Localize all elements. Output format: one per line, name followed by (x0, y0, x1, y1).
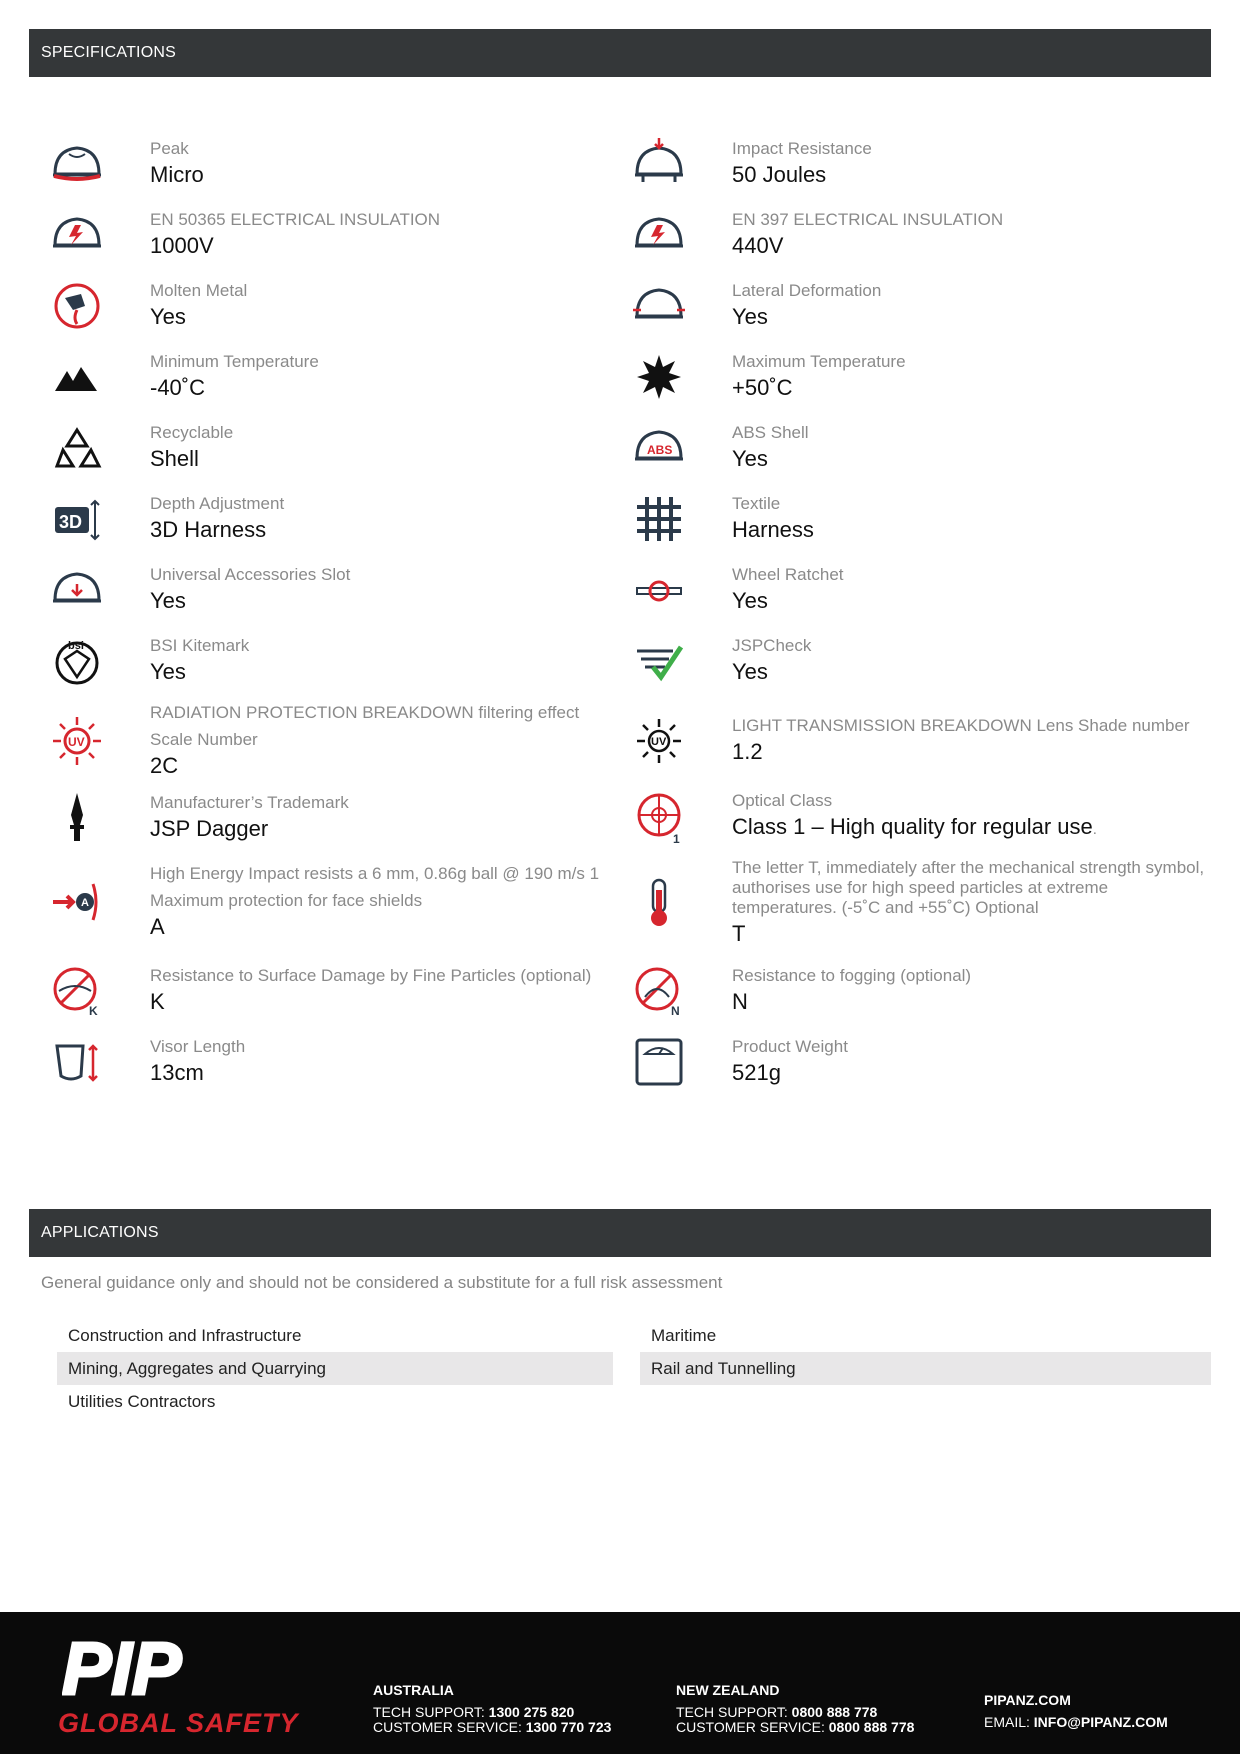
au-tech-label: TECH SUPPORT: (373, 1704, 485, 1720)
au-tech-phone[interactable]: 1300 275 820 (488, 1704, 575, 1720)
visor-length-icon (51, 1036, 103, 1088)
spec-label-line: Visor Length (150, 1037, 246, 1056)
spec-label-line-2: Scale Number (150, 729, 258, 749)
spec-row (622, 1026, 1212, 1097)
spec-value-text: 521g (732, 1060, 781, 1085)
svg-text:A: A (81, 897, 89, 909)
spec-label (150, 703, 579, 750)
spec-value-text: -40˚C (150, 375, 206, 400)
spec-label-line: Depth Adjustment (150, 494, 285, 513)
spec-label (150, 793, 349, 813)
mountains-icon (51, 351, 103, 403)
spec-label (150, 1037, 245, 1057)
spec-value-text: 2C (150, 752, 179, 778)
spec-value-text: 1000V (150, 233, 214, 258)
spec-value (150, 658, 249, 685)
spec-label-line: Recyclable (150, 423, 234, 442)
application-item: Utilities Contractors (68, 1392, 216, 1411)
application-item: Rail and Tunnelling (640, 1352, 1211, 1385)
spec-text (732, 352, 906, 401)
spec-text (150, 139, 204, 188)
application-item: Maritime (651, 1326, 717, 1345)
svg-text:1: 1 (673, 832, 680, 846)
spec-value (150, 752, 579, 779)
spec-value (732, 374, 906, 401)
spec-value (150, 374, 319, 401)
spec-label-line: EN 397 ELECTRICAL INSULATION (732, 210, 1004, 229)
high-energy-impact-icon (51, 876, 103, 928)
spec-text (150, 423, 233, 472)
anti-fog-icon (633, 965, 685, 1017)
spec-label-line: LIGHT TRANSMISSION BREAKDOWN Lens Shade number (732, 716, 1190, 735)
spec-row (40, 1026, 630, 1097)
spec-label (150, 352, 319, 372)
footer-new-zealand (676, 1683, 914, 1735)
spec-row (622, 554, 1212, 625)
spec-value (150, 232, 440, 259)
spec-value (150, 913, 599, 940)
spec-value-text: T (732, 920, 746, 946)
spec-row (622, 955, 1212, 1026)
spec-label (732, 565, 844, 585)
impact-resistance-icon (633, 138, 685, 190)
nz-cs-phone[interactable]: 0800 888 778 (828, 1719, 915, 1735)
spec-label (150, 966, 591, 986)
recycle-icon (51, 422, 103, 474)
spec-label (732, 716, 1190, 736)
spec-row (40, 785, 630, 849)
abs-shell-icon (633, 422, 685, 474)
spec-label (732, 352, 906, 372)
email-label: EMAIL: (984, 1714, 1030, 1730)
spec-row (40, 199, 630, 270)
spec-row (40, 696, 630, 785)
spec-row (40, 955, 630, 1026)
spec-label (732, 139, 872, 159)
spec-label (732, 281, 881, 301)
spec-row (622, 696, 1212, 785)
au-cs-phone[interactable]: 1300 770 723 (525, 1719, 612, 1735)
applications-note: General guidance only and should not be considered a substitute for a full risk assessment (41, 1273, 723, 1292)
scale-icon (633, 1036, 685, 1088)
nz-cs-label: CUSTOMER SERVICE: (676, 1719, 825, 1735)
spec-text (732, 716, 1190, 765)
helmet-peak-icon (51, 138, 103, 190)
spec-value-text: K (150, 989, 165, 1014)
spec-label (150, 636, 249, 656)
spec-value (732, 988, 971, 1015)
spec-text (150, 210, 440, 259)
spec-text (150, 494, 284, 543)
spec-text (150, 703, 579, 779)
spec-value (732, 920, 1212, 947)
spec-label (150, 139, 204, 159)
australia-heading: AUSTRALIA (373, 1682, 454, 1698)
website-link[interactable]: PIPANZ.COM (984, 1692, 1071, 1708)
spec-label-line: Optical Class (732, 791, 833, 810)
spec-value (732, 303, 881, 330)
spec-value (732, 445, 809, 472)
spec-text (732, 210, 1003, 259)
spec-value-text: Yes (150, 659, 186, 684)
spec-value-text: Harness (732, 517, 814, 542)
spec-label (732, 966, 971, 986)
spec-value-text: +50˚C (732, 375, 793, 400)
svg-text:UV: UV (651, 735, 667, 748)
spec-value (732, 738, 1190, 765)
spec-value (150, 445, 233, 472)
application-item: Mining, Aggregates and Quarrying (57, 1352, 613, 1385)
spec-row (40, 849, 630, 955)
spec-label (150, 210, 440, 230)
spec-row (40, 270, 630, 341)
surface-damage-icon (51, 965, 103, 1017)
footer-contact (984, 1693, 1168, 1730)
textile-grid-icon (633, 493, 685, 545)
spec-value (732, 813, 1097, 843)
spec-text (150, 636, 249, 685)
jspcheck-icon (633, 635, 685, 687)
spec-row (40, 341, 630, 412)
spec-value-text: 3D Harness (150, 517, 267, 542)
spec-value-text: 440V (732, 233, 784, 258)
spec-label (732, 791, 1097, 811)
lateral-deformation-icon (633, 280, 685, 332)
spec-label-line: Universal Accessories Slot (150, 565, 351, 584)
spec-value (732, 516, 814, 543)
spec-text (732, 966, 971, 1015)
pip-logo-text: PIP (62, 1638, 182, 1700)
spec-value-text: N (732, 989, 748, 1014)
spec-value (732, 232, 1003, 259)
spec-label-line: High Energy Impact resists a 6 mm, 0.86g ball @ 190 m/s 1 (150, 864, 600, 883)
spec-row (40, 483, 630, 554)
spec-label (150, 281, 247, 301)
svg-text:bsi: bsi (68, 639, 84, 652)
spec-label-line: JSPCheck (732, 636, 812, 655)
spec-row (622, 625, 1212, 696)
spec-text (732, 858, 1212, 947)
dagger-icon (51, 791, 103, 843)
bsi-kitemark-icon (51, 635, 103, 687)
thermometer-icon (633, 876, 685, 928)
spec-label-line: Maximum Temperature (732, 352, 906, 371)
spec-row (622, 199, 1212, 270)
spec-value (150, 161, 204, 188)
spec-label-line: Manufacturer’s Trademark (150, 792, 349, 812)
spec-text (150, 565, 350, 614)
spec-row (40, 554, 630, 625)
spec-label-line: RADIATION PROTECTION BREAKDOWN filtering effect (150, 702, 580, 722)
spec-row (622, 270, 1212, 341)
spec-text (732, 139, 872, 188)
sun-icon (633, 351, 685, 403)
spec-label-line: Resistance to Surface Damage by Fine Particles (optional) (150, 966, 592, 985)
spec-value-text: A (150, 914, 165, 939)
specifications-header: SPECIFICATIONS (29, 29, 1211, 77)
spec-text (732, 791, 1097, 843)
spec-text (732, 494, 814, 543)
spec-label-line: Textile (732, 494, 781, 513)
spec-label-line: Molten Metal (150, 281, 248, 300)
electrical-insulation-icon (51, 209, 103, 261)
applications-right-list (640, 1319, 1211, 1385)
spec-label-line: Peak (150, 139, 189, 158)
spec-value (150, 815, 349, 842)
svg-text:N: N (671, 1003, 680, 1018)
spec-label (150, 423, 233, 443)
spec-text (150, 1037, 245, 1086)
spec-label (732, 858, 1212, 918)
footer (0, 1612, 1240, 1754)
spec-value-text: Yes (732, 304, 768, 329)
nz-tech-label: TECH SUPPORT: (676, 1704, 788, 1720)
accessory-slot-icon (51, 564, 103, 616)
spec-value (150, 587, 350, 614)
spec-text (732, 281, 881, 330)
spec-label-line: BSI Kitemark (150, 636, 250, 655)
spec-value-text: Yes (732, 588, 768, 613)
spec-value-text: Yes (150, 304, 186, 329)
spec-text (150, 281, 247, 330)
nz-heading: NEW ZEALAND (676, 1682, 780, 1698)
spec-value-text: Class 1 – High quality for regular use (732, 814, 1093, 839)
spec-label-line: Impact Resistance (732, 139, 872, 158)
spec-value-text: 50 Joules (732, 162, 827, 187)
spec-label-line: ABS Shell (732, 423, 809, 442)
applications-left-list (57, 1319, 613, 1418)
spec-label-line: Minimum Temperature (150, 352, 319, 371)
spec-row (622, 412, 1212, 483)
spec-value (150, 1059, 245, 1086)
spec-value (150, 516, 284, 543)
spec-value-text: 1.2 (732, 739, 763, 764)
spec-text (150, 864, 599, 940)
global-safety-logo-text: GLOBAL SAFETY (58, 1708, 299, 1738)
spec-row (40, 412, 630, 483)
spec-text (150, 966, 591, 1015)
application-item: Construction and Infrastructure (68, 1326, 302, 1345)
spec-value-text: Yes (732, 659, 768, 684)
spec-label (150, 565, 350, 585)
spec-label (732, 423, 809, 443)
spec-text (732, 1037, 848, 1086)
spec-value (732, 161, 872, 188)
spec-row (622, 128, 1212, 199)
spec-label (732, 494, 814, 514)
spec-label-line: The letter T, immediately after the mechanical strength symbol, authorises use for high speed particles at extreme temperatures. (-5˚C and +55˚C) Optional (732, 857, 1205, 917)
spec-value-text: Yes (732, 446, 768, 471)
email-link[interactable]: INFO@PIPANZ.COM (1033, 1714, 1168, 1730)
spec-row (622, 849, 1212, 955)
spec-text (732, 423, 809, 472)
spec-value-text: Shell (150, 446, 199, 471)
uv-lens-icon (633, 715, 685, 767)
spec-label-line: Wheel Ratchet (732, 565, 844, 584)
spec-label (150, 864, 599, 911)
optical-class-icon (633, 791, 685, 846)
uv-radiation-icon (51, 715, 103, 767)
footer-australia (373, 1683, 611, 1735)
spec-value-text: JSP Dagger (150, 815, 269, 841)
spec-row (622, 483, 1212, 554)
molten-metal-icon (51, 280, 103, 332)
spec-label (150, 494, 284, 514)
pip-logo (62, 1638, 272, 1700)
spec-label-line-2: Maximum protection for face shields (150, 891, 423, 910)
spec-label-line: Lateral Deformation (732, 281, 882, 300)
spec-value-text: 13cm (150, 1060, 204, 1085)
spec-value (150, 988, 591, 1015)
svg-text:UV: UV (68, 734, 85, 749)
specifications-right-column (622, 128, 1212, 1097)
spec-value-suffix: . (1092, 821, 1097, 838)
spec-value (732, 658, 811, 685)
spec-text (732, 565, 844, 614)
svg-text:K: K (89, 1003, 98, 1018)
spec-value (732, 587, 844, 614)
spec-value-text: Yes (150, 588, 186, 613)
spec-label-line: EN 50365 ELECTRICAL INSULATION (150, 210, 441, 229)
spec-row (622, 785, 1212, 849)
spec-row (40, 625, 630, 696)
spec-value-text: Micro (150, 162, 204, 187)
spec-value (732, 1059, 848, 1086)
spec-label (732, 1037, 848, 1057)
spec-text (150, 793, 349, 842)
spec-label-line: Product Weight (732, 1037, 848, 1056)
spec-text (732, 636, 811, 685)
specifications-left-column (40, 128, 630, 1097)
spec-label (732, 210, 1003, 230)
wheel-ratchet-icon (633, 564, 685, 616)
electrical-insulation-icon (633, 209, 685, 261)
nz-tech-phone[interactable]: 0800 888 778 (791, 1704, 878, 1720)
3d-adjustment-icon (51, 493, 103, 545)
spec-value (150, 303, 247, 330)
svg-text:3D: 3D (59, 511, 83, 532)
spec-row (40, 128, 630, 199)
spec-label-line: Resistance to fogging (optional) (732, 966, 972, 985)
au-cs-label: CUSTOMER SERVICE: (373, 1719, 522, 1735)
spec-text (150, 352, 319, 401)
applications-header: APPLICATIONS (29, 1209, 1211, 1257)
spec-row (622, 341, 1212, 412)
spec-label (732, 636, 811, 656)
svg-text:ABS: ABS (647, 442, 673, 457)
